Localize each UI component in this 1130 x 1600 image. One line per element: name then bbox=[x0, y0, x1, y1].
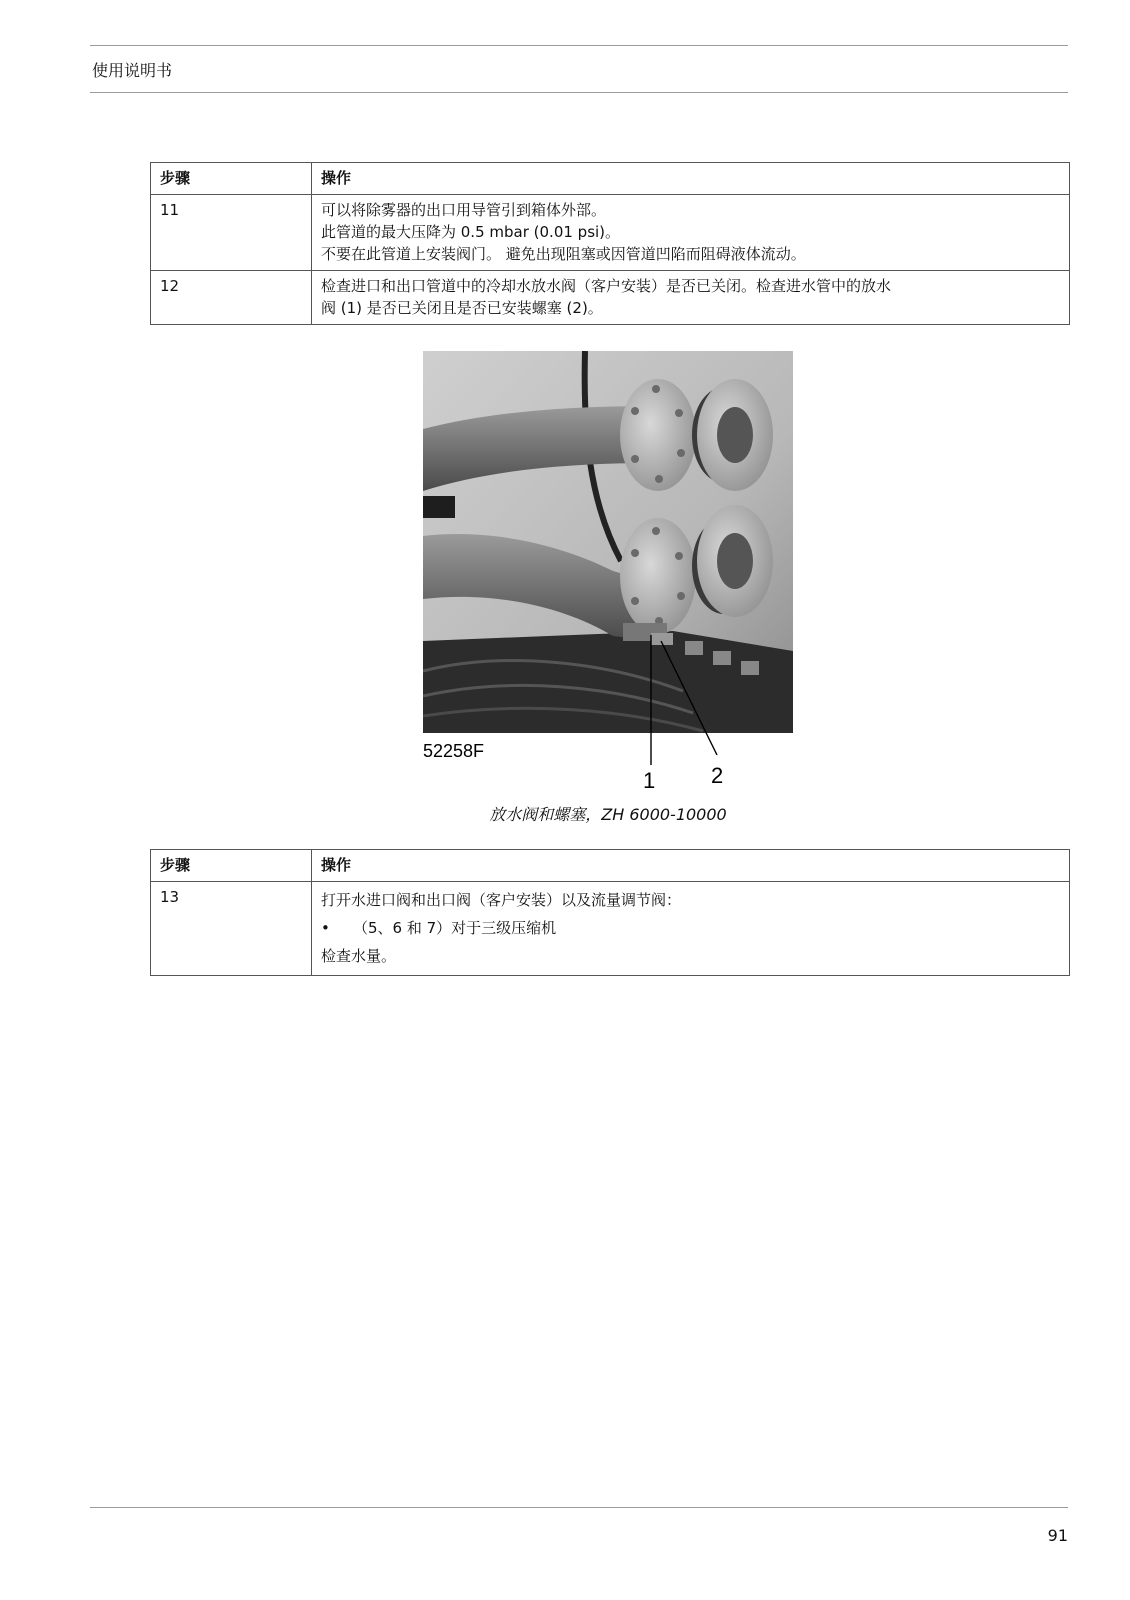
step-action bbox=[312, 882, 1070, 976]
step-number: 13 bbox=[151, 882, 312, 976]
step-number: 12 bbox=[151, 271, 312, 325]
action-line: 此管道的最大压降为 0.5 mbar (0.01 psi)。 bbox=[321, 223, 621, 241]
table-header-row bbox=[151, 850, 1070, 882]
action-line: 检查水量。 bbox=[321, 947, 397, 965]
table-row bbox=[151, 271, 1070, 325]
step-action bbox=[312, 195, 1070, 271]
steps-table-1 bbox=[150, 162, 1070, 325]
action-line: 检查进口和出口管道中的冷却水放水阀（客户安装）是否已关闭。检查进水管中的放水 bbox=[321, 277, 892, 295]
table-row bbox=[151, 195, 1070, 271]
table-header-row bbox=[151, 163, 1070, 195]
document-title: 使用说明书 bbox=[92, 61, 173, 80]
figure-caption: 放水阀和螺塞，ZH 6000-10000 bbox=[489, 805, 727, 824]
step-column-header: 步骤 bbox=[151, 850, 312, 882]
action-column-header: 操作 bbox=[312, 163, 1070, 195]
callout-1: 1 bbox=[643, 768, 656, 793]
image-code-label: 52258F bbox=[423, 741, 485, 761]
action-line: 不要在此管道上安装阀门。 避免出现阻塞或因管道凹陷而阻碍液体流动。 bbox=[321, 245, 806, 263]
step-action bbox=[312, 271, 1070, 325]
bullet-item bbox=[321, 914, 1060, 942]
page-number: 91 bbox=[1047, 1526, 1068, 1545]
footer-rule bbox=[90, 1507, 1068, 1508]
bullet-text: （5、6 和 7）对于三级压缩机 bbox=[353, 919, 557, 937]
step-number: 11 bbox=[151, 195, 312, 271]
callout-2: 2 bbox=[711, 763, 724, 788]
table-row bbox=[151, 882, 1070, 976]
action-line: 可以将除雾器的出口用导管引到箱体外部。 bbox=[321, 201, 607, 219]
step-column-header: 步骤 bbox=[151, 163, 312, 195]
drain-valve-photo bbox=[423, 351, 793, 793]
action-column-header: 操作 bbox=[312, 850, 1070, 882]
bullet-icon: • bbox=[321, 919, 330, 937]
action-line: 打开水进口阀和出口阀（客户安装）以及流量调节阀： bbox=[321, 891, 682, 909]
header-top-rule bbox=[90, 45, 1068, 46]
steps-table-2 bbox=[150, 849, 1070, 976]
action-line: 阀 (1) 是否已关闭且是否已安装螺塞 (2)。 bbox=[321, 299, 603, 317]
header-bottom-rule bbox=[90, 92, 1068, 93]
